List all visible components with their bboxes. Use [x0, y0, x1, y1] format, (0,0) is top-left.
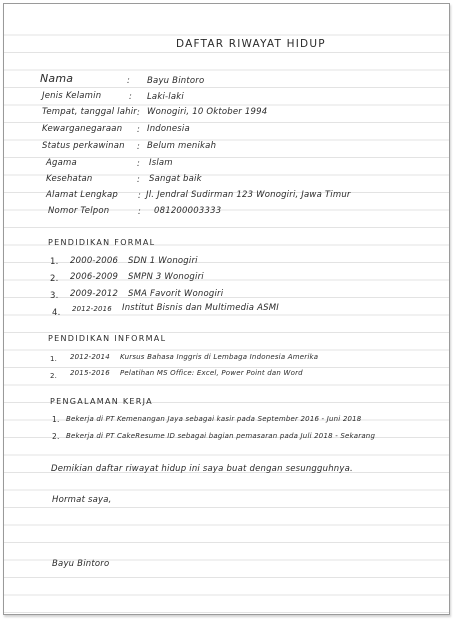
value-agama: Islam — [149, 158, 173, 168]
informal-education-heading: PENDIDIKAN INFORMAL — [48, 334, 167, 343]
colon: : — [137, 159, 141, 169]
work-experience-heading: PENGALAMAN KERJA — [50, 397, 153, 406]
resume-paper — [3, 3, 450, 615]
formal-item-years: 2006-2009 — [70, 272, 119, 282]
label-nama: Nama — [40, 72, 74, 85]
formal-item-years: 2000-2006 — [70, 256, 119, 266]
colon: : — [137, 108, 141, 118]
informal-item-course: Kursus Bahasa Inggris di Lembaga Indonesia Amerika — [120, 353, 319, 361]
value-jenis-kelamin: Laki-laki — [147, 92, 184, 102]
colon: : — [137, 175, 141, 185]
label-tempat-tanggal-lahir: Tempat, tanggal lahir — [42, 107, 137, 117]
formal-education-heading: PENDIDIKAN FORMAL — [48, 238, 156, 247]
informal-item-years: 2012-2014 — [70, 353, 110, 361]
closing-statement: Demikian daftar riwayat hidup ini saya buat dengan sesungguhnya. — [51, 464, 353, 474]
formal-item-school: SMPN 3 Wonogiri — [128, 272, 204, 282]
label-kesehatan: Kesehatan — [46, 174, 93, 184]
label-jenis-kelamin: Jenis Kelamin — [42, 91, 102, 101]
label-agama: Agama — [46, 158, 77, 168]
informal-item-number: 2. — [50, 372, 58, 380]
value-kewarganegaraan: Indonesia — [147, 124, 190, 134]
experience-item-number: 1. — [52, 415, 60, 424]
informal-item-course: Pelatihan MS Office: Excel, Power Point dan Word — [120, 369, 303, 377]
label-alamat-lengkap: Alamat Lengkap — [46, 190, 118, 200]
formal-item-number: 2. — [50, 274, 59, 284]
experience-item-text: Bekerja di PT Kemenangan Jaya sebagai kasir pada September 2016 - Juni 2018 — [66, 415, 362, 423]
formal-item-number: 1. — [50, 257, 59, 267]
colon: : — [138, 207, 142, 217]
formal-item-years: 2012-2016 — [72, 305, 112, 313]
closing-regards: Hormat saya, — [52, 495, 112, 505]
formal-item-number: 4. — [52, 308, 61, 318]
colon: : — [129, 92, 133, 102]
value-tempat-tanggal-lahir: Wonogiri, 10 Oktober 1994 — [147, 107, 268, 117]
signature-name: Bayu Bintoro — [52, 559, 110, 569]
value-status-perkawinan: Belum menikah — [147, 141, 217, 151]
label-status-perkawinan: Status perkawinan — [42, 141, 125, 151]
value-nomor-telpon: 081200003333 — [154, 206, 222, 216]
formal-item-school: Institut Bisnis dan Multimedia ASMI — [122, 303, 279, 313]
label-nomor-telpon: Nomor Telpon — [48, 206, 110, 216]
formal-item-number: 3. — [50, 291, 59, 301]
colon: : — [127, 76, 131, 86]
experience-item-number: 2. — [52, 432, 60, 441]
formal-item-years: 2009-2012 — [70, 289, 119, 299]
colon: : — [137, 142, 141, 152]
experience-item-text: Bekerja di PT CakeResume ID sebagai bagian pemasaran pada Juli 2018 - Sekarang — [66, 432, 376, 440]
informal-item-years: 2015-2016 — [70, 369, 110, 377]
document-title: DAFTAR RIWAYAT HIDUP — [176, 38, 326, 50]
value-nama: Bayu Bintoro — [147, 76, 205, 86]
informal-item-number: 1. — [50, 355, 58, 363]
formal-item-school: SDN 1 Wonogiri — [128, 256, 198, 266]
label-kewarganegaraan: Kewarganegaraan — [42, 124, 123, 134]
colon: : — [137, 125, 141, 135]
formal-item-school: SMA Favorit Wonogiri — [128, 289, 224, 299]
colon: : — [138, 191, 142, 201]
value-kesehatan: Sangat baik — [149, 174, 202, 184]
value-alamat-lengkap: Jl. Jendral Sudirman 123 Wonogiri, Jawa Timur — [146, 190, 351, 200]
